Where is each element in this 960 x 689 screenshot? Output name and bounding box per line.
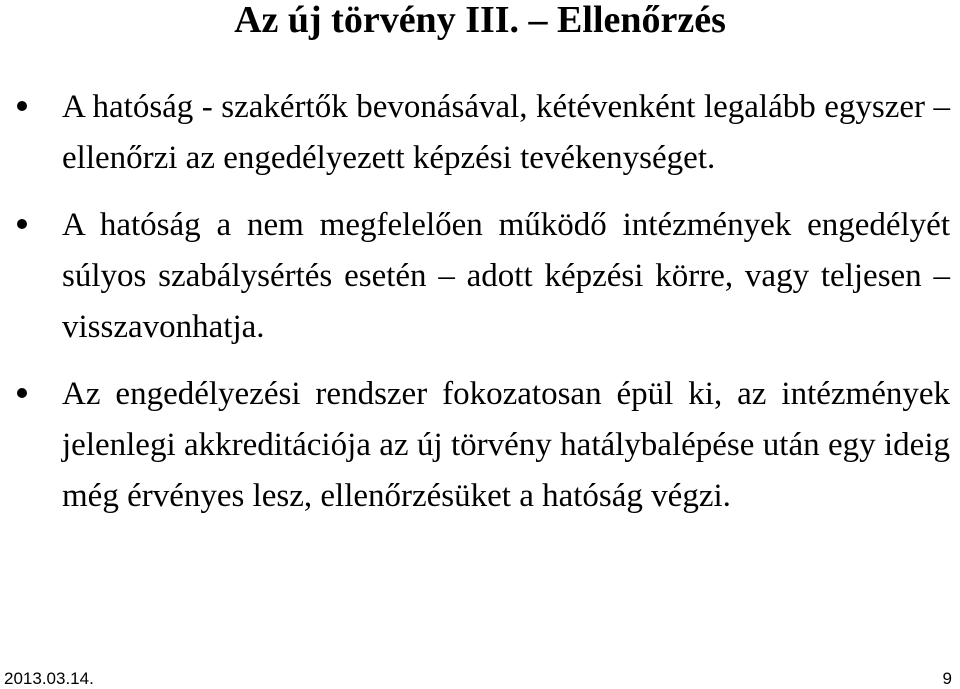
bullet-dot-icon [17, 219, 27, 229]
bullet-item-1 [0, 82, 960, 184]
bullet-dot-icon [17, 101, 27, 111]
bullet-item-3 [0, 369, 960, 522]
page-number: 9 [942, 669, 952, 688]
bullet-text: A hatóság a nem megfelelően működő intézmények engedélyét súlyos szabálysértés esetén – adott képzési körre, vagy teljesen – visszavonhatja. [62, 207, 950, 345]
slide-title: Az új törvény III. – Ellenőrzés [234, 0, 726, 41]
bullet-text: A hatóság - szakértők bevonásával, kétévenként legalább egyszer – ellenőrzi az engedélyezett képzési tevékenységet. [62, 89, 950, 176]
bullet-text: Az engedélyezési rendszer fokozatosan épül ki, az intézmények jelenlegi akkreditációja az új törvény hatálybalépése után egy ideig még érvényes lesz, ellenőrzésüket a hatóság végzi. [62, 376, 950, 514]
bullet-dot-icon [17, 388, 27, 398]
bullet-item-2 [0, 200, 960, 353]
footer-date: 2013.03.14. [4, 669, 94, 688]
bullet-list [0, 82, 960, 522]
